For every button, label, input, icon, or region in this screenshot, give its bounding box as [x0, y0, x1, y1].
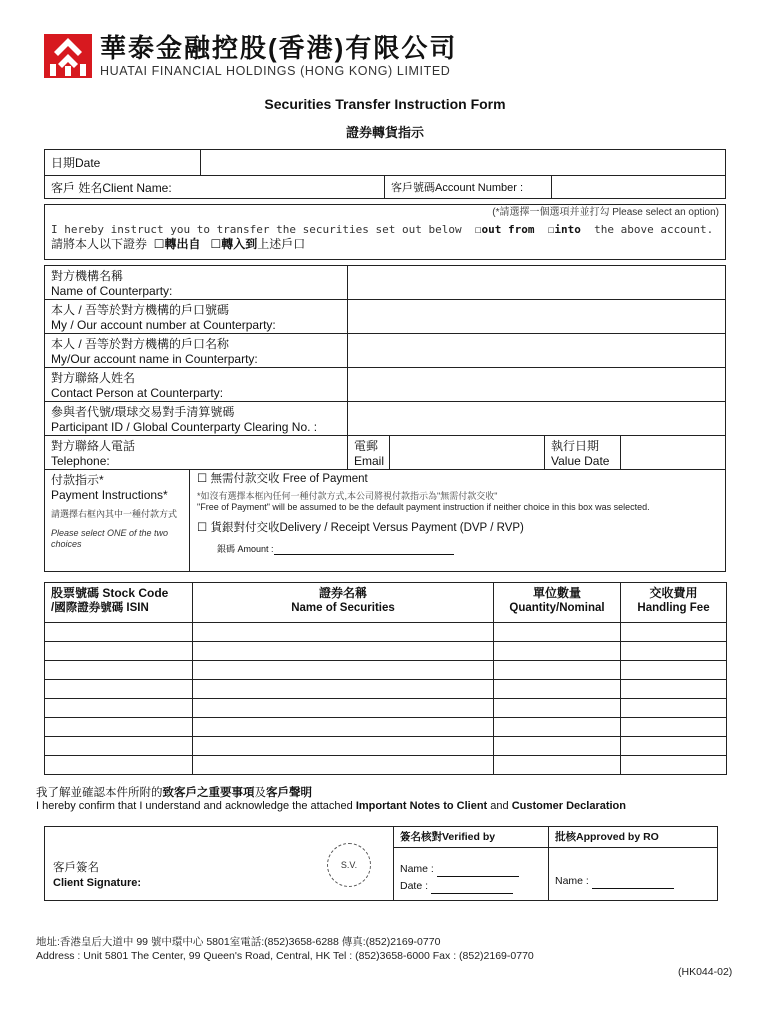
table-cell[interactable] — [192, 698, 494, 718]
table-cell[interactable] — [44, 679, 193, 699]
verified-by-field[interactable] — [393, 847, 549, 901]
client-signature-label — [53, 861, 141, 891]
approved-by-field[interactable] — [548, 847, 718, 901]
instruction-line-en — [51, 222, 719, 237]
table-header-zh: 股票號碼 Stock Code — [51, 586, 169, 600]
confirm-zh-prefix: 我了解並確認本件所附的 — [36, 787, 163, 799]
transfer-out-checkbox[interactable]: ☐轉出自 — [153, 237, 201, 251]
verifier-name-field[interactable] — [400, 862, 542, 877]
contact-person-label — [44, 367, 348, 402]
approved-by-text: 批核Approved by RO — [555, 831, 659, 843]
table-cell[interactable] — [493, 679, 621, 699]
company-name-en: HUATAI FINANCIAL HOLDINGS (HONG KONG) LIMITED — [100, 64, 451, 78]
table-cell[interactable] — [44, 755, 193, 775]
contact-zh: 對方聯絡人姓名 — [51, 371, 136, 385]
table-cell[interactable] — [620, 698, 727, 718]
telephone-label — [44, 435, 348, 470]
table-cell[interactable] — [493, 717, 621, 737]
approver-name-label: Name : — [555, 875, 589, 887]
confirmation-en — [36, 800, 626, 812]
counterparty-name-en: Name of Counterparty: — [51, 284, 173, 298]
table-cell[interactable] — [620, 755, 727, 775]
date-field[interactable] — [200, 149, 726, 176]
instruction-line-zh — [51, 237, 719, 252]
confirm-en-notes: Important Notes to Client — [355, 800, 488, 812]
participant-id-field[interactable] — [347, 401, 726, 436]
confirm-zh-declaration: 客戶聲明 — [266, 787, 312, 799]
table-header-cell — [44, 582, 193, 623]
table-cell[interactable] — [493, 698, 621, 718]
table-cell[interactable] — [620, 717, 727, 737]
value-date-field[interactable] — [620, 435, 726, 470]
client-signature-box[interactable] — [44, 826, 394, 901]
table-header-en: /國際證券號碼 ISIN — [51, 602, 149, 614]
counterparty-name-label — [44, 265, 348, 300]
contact-person-field[interactable] — [347, 367, 726, 402]
counterparty-account-name-field[interactable] — [347, 333, 726, 368]
table-cell[interactable] — [44, 660, 193, 680]
table-header-zh: 交收費用 — [649, 586, 698, 600]
table-cell[interactable] — [493, 660, 621, 680]
table-cell[interactable] — [192, 641, 494, 661]
payment-options-box — [189, 469, 726, 572]
table-header-cell — [620, 582, 727, 623]
email-zh: 電郵 — [354, 439, 379, 453]
email-field[interactable] — [389, 435, 545, 470]
dvp-checkbox[interactable]: ☐ 貨銀對付交收Delivery / Receipt Versus Payment (DVP / RVP) — [197, 522, 524, 534]
footer-address-zh: 地址:香港皇后大道中 99 號中環中心 5801室電話:(852)3658-6288 傳真:(852)2169-0770 — [36, 936, 441, 948]
table-cell[interactable] — [192, 622, 494, 642]
payment-label-zh: 付款指示* — [51, 473, 104, 487]
amount-label: 銀碼 Amount : — [217, 544, 274, 554]
fop-note-zh: *如沒有選擇本框內任何一種付款方式,本公司將視付款指示為"無需付款交收" — [197, 491, 498, 501]
table-cell[interactable] — [493, 755, 621, 775]
select-option-note: (*請選擇一個選項并並打勾 Please select an option) — [492, 207, 719, 218]
table-header-zh: 單位數量 — [532, 586, 581, 600]
acct-name-en: My/Our account name in Counterparty: — [51, 352, 258, 366]
table-cell[interactable] — [44, 641, 193, 661]
verified-by-text: 簽名核對Verified by — [400, 831, 496, 843]
counterparty-name-zh: 對方機構名稱 — [51, 269, 124, 283]
tel-zh: 對方聯絡人電話 — [51, 439, 136, 453]
company-name-zh: 華泰金融控股(香港)有限公司 — [100, 33, 458, 63]
table-header-en: Handling Fee — [637, 602, 710, 614]
table-cell[interactable] — [192, 755, 494, 775]
table-cell[interactable] — [620, 736, 727, 756]
table-cell[interactable] — [493, 641, 621, 661]
payment-instructions-label — [44, 469, 190, 572]
instruction-zh-prefix: 請將本人以下證券 — [51, 237, 148, 251]
table-cell[interactable] — [620, 679, 727, 699]
payment-note-zh: 請選擇右框內其中一種付款方式 — [51, 509, 178, 519]
email-label — [347, 435, 390, 470]
confirm-zh-mid: 及 — [254, 787, 266, 799]
client-sig-en: Client Signature: — [53, 877, 142, 889]
into-checkbox[interactable]: ☐into — [547, 223, 581, 236]
client-name-label: 客戶 姓名Client Name: — [51, 181, 172, 195]
verifier-name-label: Name : — [400, 863, 434, 875]
counterparty-account-number-label — [44, 299, 348, 334]
table-cell[interactable] — [44, 736, 193, 756]
free-of-payment-checkbox[interactable]: ☐ 無需付款交收 Free of Payment — [197, 473, 368, 485]
client-sig-zh: 客戶簽名 — [53, 862, 99, 874]
confirm-en-prefix: I hereby confirm that I understand and acknowledge the attached — [36, 800, 356, 812]
amount-field[interactable] — [217, 544, 718, 555]
table-cell[interactable] — [44, 698, 193, 718]
fop-note-en: "Free of Payment" will be assumed to be the default payment instruction if neither choice in this box was selected. — [197, 502, 650, 512]
table-header-zh: 證券名稱 — [318, 586, 367, 600]
pid-en: Participant ID / Global Counterparty Clearing No. : — [51, 420, 318, 434]
transfer-in-checkbox[interactable]: ☐轉入到 — [210, 237, 258, 251]
payment-label-en: Payment Instructions* — [51, 488, 168, 502]
confirmation-zh — [36, 784, 312, 800]
table-cell[interactable] — [44, 717, 193, 737]
form-title-zh: 證券轉貨指示 — [345, 125, 424, 140]
table-cell[interactable] — [620, 641, 727, 661]
table-cell[interactable] — [493, 736, 621, 756]
value-date-en: Value Date — [551, 454, 610, 468]
confirm-en-declaration: Customer Declaration — [511, 800, 626, 812]
acct-name-zh: 本人 / 吾等於對方機構的戶口名称 — [51, 337, 230, 351]
date-label: 日期Date — [44, 149, 201, 176]
approved-by-label — [548, 826, 718, 848]
signature-verification-stamp: S.V. — [327, 843, 371, 887]
value-date-zh: 執行日期 — [551, 439, 600, 453]
confirm-zh-notes: 致客戶之重要事項 — [162, 787, 255, 799]
table-cell[interactable] — [493, 622, 621, 642]
contact-en: Contact Person at Counterparty: — [51, 386, 224, 400]
table-header-en: Name of Securities — [291, 602, 395, 614]
instruction-en-suffix: the above account. — [594, 223, 714, 236]
counterparty-account-name-label — [44, 333, 348, 368]
tel-en: Telephone: — [51, 454, 110, 468]
table-cell[interactable] — [192, 717, 494, 737]
client-name-field[interactable] — [44, 175, 385, 199]
payment-note-en: Please select ONE of the two choices — [51, 528, 169, 549]
verifier-date-field[interactable] — [400, 879, 542, 894]
out-from-checkbox[interactable]: ☐out from — [474, 223, 535, 236]
acct-no-en: My / Our account number at Counterparty: — [51, 318, 276, 332]
table-cell[interactable] — [620, 660, 727, 680]
table-cell[interactable] — [44, 622, 193, 642]
table-header-en: Quantity/Nominal — [509, 602, 605, 614]
approver-name-field[interactable] — [555, 874, 711, 889]
table-cell[interactable] — [192, 660, 494, 680]
confirm-en-mid: and — [487, 800, 512, 812]
account-number-field[interactable] — [551, 175, 726, 199]
verified-by-label — [393, 826, 549, 848]
email-en: Email — [354, 454, 385, 468]
pid-zh: 參與者代號/環球交易對手清算號碼 — [51, 405, 235, 419]
counterparty-name-field[interactable] — [347, 265, 726, 300]
instruction-zh-suffix: 上述戶口 — [257, 237, 306, 251]
participant-id-label — [44, 401, 348, 436]
account-number-label: 客戶號碼Account Number : — [384, 175, 552, 199]
huatai-logo-icon — [44, 34, 92, 78]
transfer-instruction-box — [44, 204, 726, 260]
table-cell[interactable] — [620, 622, 727, 642]
instruction-en-prefix: I hereby instruct you to transfer the securities set out below — [51, 223, 462, 236]
verifier-date-label: Date : — [400, 880, 429, 892]
table-header-cell — [192, 582, 494, 623]
counterparty-account-number-field[interactable] — [347, 299, 726, 334]
form-code: (HK044-02) — [678, 966, 733, 978]
form-title-en: Securities Transfer Instruction Form — [264, 96, 506, 112]
footer-address-en: Address : Unit 5801 The Center, 99 Queen's Road, Central, HK Tel : (852)3658-6000 Fax : (852)2169-0770 — [36, 950, 534, 962]
table-cell[interactable] — [192, 736, 494, 756]
table-header-cell — [493, 582, 621, 623]
value-date-label — [544, 435, 621, 470]
table-cell[interactable] — [192, 679, 494, 699]
acct-no-zh: 本人 / 吾等於對方機構的戶口號碼 — [51, 303, 230, 317]
